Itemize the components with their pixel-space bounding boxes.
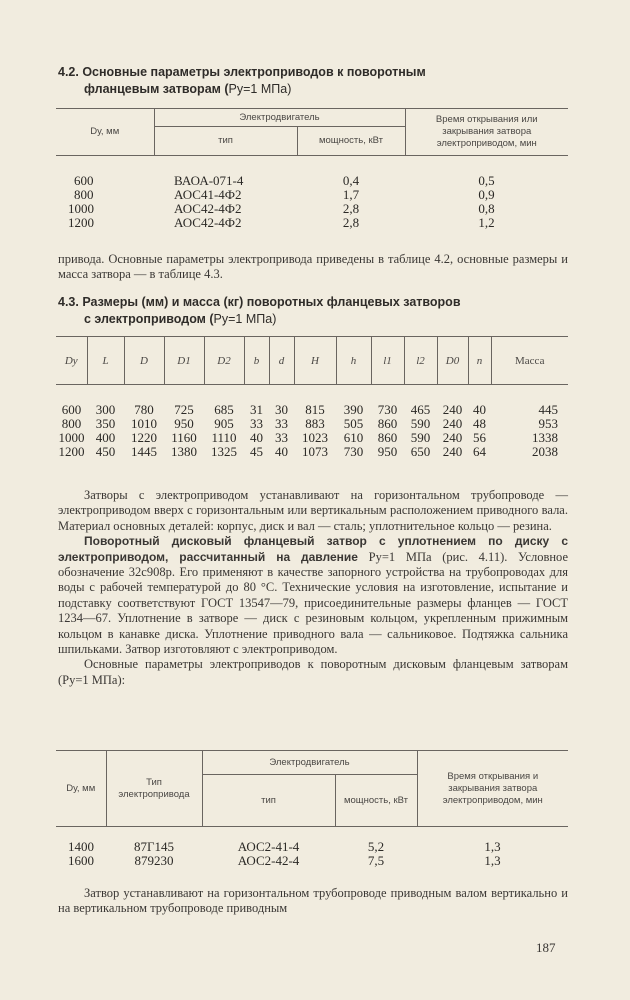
col-dn-header: Dу, мм <box>56 751 106 827</box>
paragraph-installation: Затворы с электроприводом устанавливают на горизонтальном трубопроводе — электроприводом вверх с горизонтальным или вертикальным расположением приводного вала. Материал основных деталей: корпус, диск и вал — сталь; уплотнительное кольцо — резина. <box>58 488 568 533</box>
page-number: 187 <box>536 940 556 955</box>
paragraph-tables-reference: привода. Основные параметры электропривода приведены в таблице 4.2, основные размеры и масса затвора — в таблице 4.3. <box>58 252 568 282</box>
table-4-3 <box>56 336 568 459</box>
table-row: 600 300 780 725 685 31 30 815 390 730 465 240 40 445 <box>61 401 558 417</box>
paragraph-disk-valve: Поворотный дисковый фланцевый затвор с уплотнением по диску с электроприводом, рассчитанный на давление Pу=1 МПа (рис. 4.11). Условное обозначение 32с908р. Его применяют в качестве запорного устройства на трубопроводах для воды с рабочей температурой до 80 °С. Технические условия на изготовление, испытание и подставку соответствуют ГОСТ 13547—79, присоединительные размеры фланцев — ГОСТ 1234—67. Уплотнение в затворе — диск с резиновым кольцом, укрепленным прижимным кольцом в канавке диска. Уплотнение приводного вала — сальниковое. Подтяжка сальника шпильками. Затвор изготовляют с электроприводом. <box>58 534 568 657</box>
paragraph-mounting: Затвор устанавливают на горизонтальном трубопроводе приводным валом вертикально и на вертикальном трубопроводе приводным <box>58 886 568 916</box>
table-row: 1000 400 1220 1160 1110 40 33 1023 610 860 590 240 56 1338 <box>58 429 558 445</box>
table-row: 1400 87Г145 АОС2-41-4 5,2 1,3 <box>68 838 501 854</box>
col-time-header: Время открывания или закрывания затвора электроприводом, мин <box>405 109 568 156</box>
col-motor-header: Электродвигатель <box>202 751 417 775</box>
col-drive-header: Тип электропривода <box>106 751 202 827</box>
table-row: 1200 450 1445 1380 1325 45 40 1073 730 950 650 240 64 2038 <box>58 443 558 459</box>
table-row: 1000 АОС42-4Ф2 2,8 0,8 <box>68 200 495 216</box>
col-time-header: Время открывания и закрывания затвора электроприводом, мин <box>417 751 568 827</box>
table-drive-params <box>56 750 568 868</box>
col-power-header: мощность, кВт <box>297 127 405 156</box>
table-row: 800 АОС41-4Ф2 1,7 0,9 <box>74 186 495 202</box>
table-row: 800 350 1010 950 905 33 33 883 505 860 590 240 48 953 <box>61 415 558 431</box>
paragraph-drive-params: Основные параметры электроприводов к поворотным дисковым фланцевым затворам (Pу=1 МПа): <box>58 657 568 687</box>
table-4-3-header: Dу L D D1 D2 b d H h l1 l2 D0 n Масса <box>56 337 568 385</box>
col-type-header: тип <box>202 775 335 827</box>
col-type-header: тип <box>154 127 297 156</box>
table-row: 1200 АОС42-4Ф2 2,8 1,2 <box>68 214 495 230</box>
col-motor-header: Электродвигатель <box>154 109 405 127</box>
section-4-2-title: 4.2. Основные параметры электроприводов к поворотным фланцевым затворам (Pу=1 МПа) <box>58 65 426 96</box>
table-row: 600 ВАОА-071-4 0,4 0,5 <box>74 172 495 188</box>
table-row: 1600 879230 АОС2-42-4 7,5 1,3 <box>68 852 501 868</box>
section-4-3-title: 4.3. Размеры (мм) и масса (кг) поворотных фланцевых затворов с электроприводом (Pу=1 МПа) <box>58 295 461 326</box>
col-dn-header: Dу, мм <box>56 109 154 156</box>
body-text <box>58 488 568 688</box>
col-power-header: мощность, кВт <box>335 775 417 827</box>
table-4-2 <box>56 108 568 230</box>
